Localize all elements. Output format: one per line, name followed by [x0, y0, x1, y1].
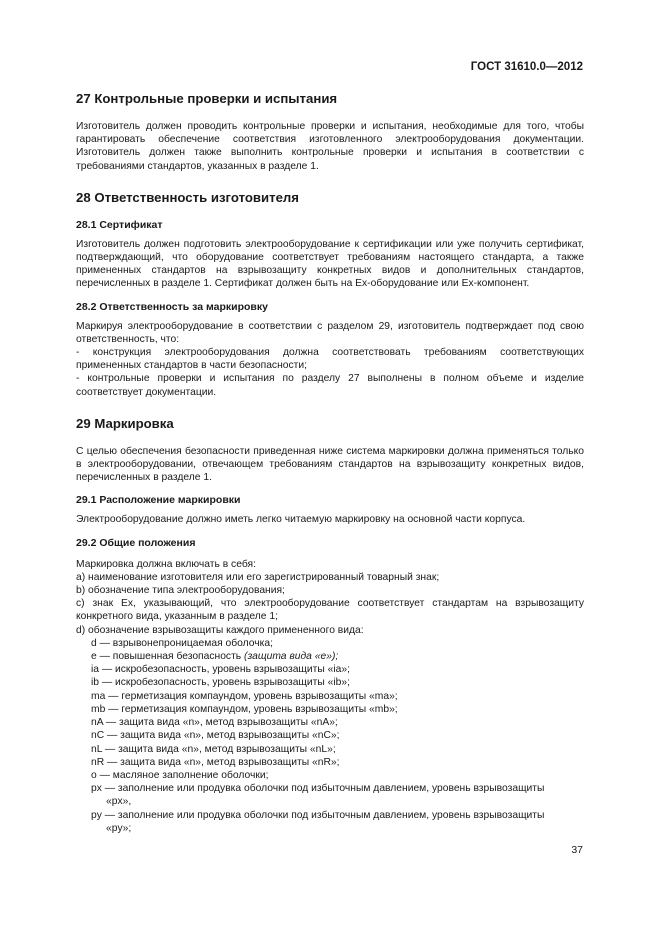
- protection-type-nR: nR — защита вида «n», метод взрывозащиты «nR»;: [91, 756, 340, 768]
- protection-type-nA: nA — защита вида «n», метод взрывозащиты «nA»;: [91, 717, 338, 729]
- list-item-c: с) знак Ex, указывающий, что электрооборудование соответствует стандартам на взрывозащиту конкретного вида, указанным в разделе 1;: [76, 598, 584, 623]
- protection-type-px-continuation: «px»,: [106, 796, 132, 808]
- subsection-28-2-intro: Маркируя электрооборудование в соответствии с разделом 29, изготовитель подтверждает под свою ответственность, что:: [76, 320, 584, 345]
- subsection-28-2: [76, 301, 584, 399]
- section-29-text: С целью обеспечения безопасности приведенная ниже система маркировки должна применяться только в электрооборудовании, отвечающем требованиям стандартов на взрывозащиту конкретных видов, перечисленных в разделе 1.: [76, 445, 584, 484]
- protection-type-nL: nL — защита вида «n», метод взрывозащиты «nL»;: [91, 743, 336, 755]
- subsection-28-1: [76, 219, 584, 291]
- protection-type-px: px — заполнение или продувка оболочки под избыточным давлением, уровень взрывозащиты: [91, 783, 545, 795]
- page-content: [76, 91, 584, 845]
- subsection-28-1-title: 28.1 Сертификат: [76, 218, 163, 231]
- page-number: 37: [571, 844, 583, 856]
- protection-types-list: [91, 637, 584, 835]
- section-27-text: Изготовитель должен проводить контрольные проверки и испытания, необходимые для того, чтобы гарантировать обеспечение соответствия изготовленного электрооборудования документации. Изготовитель должен также выполнить контрольные проверки и испытания в соответствии с требованиями стандартов, указанных в разделе 1.: [76, 121, 584, 172]
- protection-type-e-text: е — повышенная безопасность: [91, 651, 245, 663]
- protection-type-ib: ib — искробезопасность, уровень взрывозащиты «ib»;: [91, 677, 350, 689]
- protection-type-d: d — взрывонепроницаемая оболочка;: [91, 637, 273, 649]
- document-id-header: ГОСТ 31610.0—2012: [470, 61, 583, 73]
- list-item-b: b) обозначение типа электрооборудования;: [76, 585, 285, 597]
- section-27-title: 27 Контрольные проверки и испытания: [76, 91, 338, 106]
- subsection-28-2-title: 28.2 Ответственность за маркировку: [76, 300, 268, 313]
- section-28-title: 28 Ответственность изготовителя: [76, 189, 299, 205]
- section-28: [76, 190, 584, 399]
- section-27: [76, 91, 584, 173]
- subsection-28-1-text: Изготовитель должен подготовить электрооборудование к сертификации или уже получить сертификат, подтверждающий, что оборудование соответствует требованиям настоящего стандарта, а также примененных стандартов на взрывозащиту конкретных видов и дополнительных стандартов, перечисленных в разделе 1. Сертификат должен быть на Ex-оборудование или Ex-компонент.: [76, 238, 584, 290]
- section-29-title: 29 Маркировка: [76, 415, 174, 431]
- protection-type-e-note: (защита вида «е»);: [244, 651, 339, 663]
- subsection-28-2-item-2: - контрольные проверки и испытания по разделу 27 выполнены в полном объеме и изделие соответствует документации.: [76, 373, 584, 398]
- protection-type-nC: nC — защита вида «n», метод взрывозащиты «nC»;: [91, 730, 340, 742]
- list-item-a: а) наименование изготовителя или его зарегистрированный товарный знак;: [76, 571, 440, 583]
- protection-type-ma: ma — герметизация компаундом, уровень взрывозащиты «ma»;: [91, 690, 398, 702]
- protection-type-py: py — заполнение или продувка оболочки под избыточным давлением, уровень взрывозащиты: [91, 809, 545, 821]
- subsection-29-2-title: 29.2 Общие положения: [76, 536, 196, 549]
- section-29: [76, 416, 584, 835]
- subsection-28-2-item-1: - конструкция электрооборудования должна соответствовать требованиям соответствующих примененных стандартов в части безопасности;: [76, 347, 584, 372]
- protection-type-e: [91, 650, 584, 663]
- subsection-29-1-text: Электрооборудование должно иметь легко читаемую маркировку на основной части корпуса.: [76, 514, 526, 526]
- protection-type-mb: mb — герметизация компаундом, уровень взрывозащиты «mb»;: [91, 703, 398, 715]
- subsection-29-2-intro: Маркировка должна включать в себя:: [76, 558, 256, 570]
- protection-type-ia: ia — искробезопасность, уровень взрывозащиты «ia»;: [91, 664, 350, 676]
- subsection-29-1-title: 29.1 Расположение маркировки: [76, 494, 241, 507]
- subsection-29-2: [76, 537, 584, 835]
- list-item-d: d) обозначение взрывозащиты каждого примененного вида:: [76, 624, 364, 636]
- subsection-29-1: [76, 494, 584, 526]
- protection-type-py-continuation: «py»;: [106, 822, 132, 834]
- protection-type-o: о — масляное заполнение оболочки;: [91, 769, 269, 781]
